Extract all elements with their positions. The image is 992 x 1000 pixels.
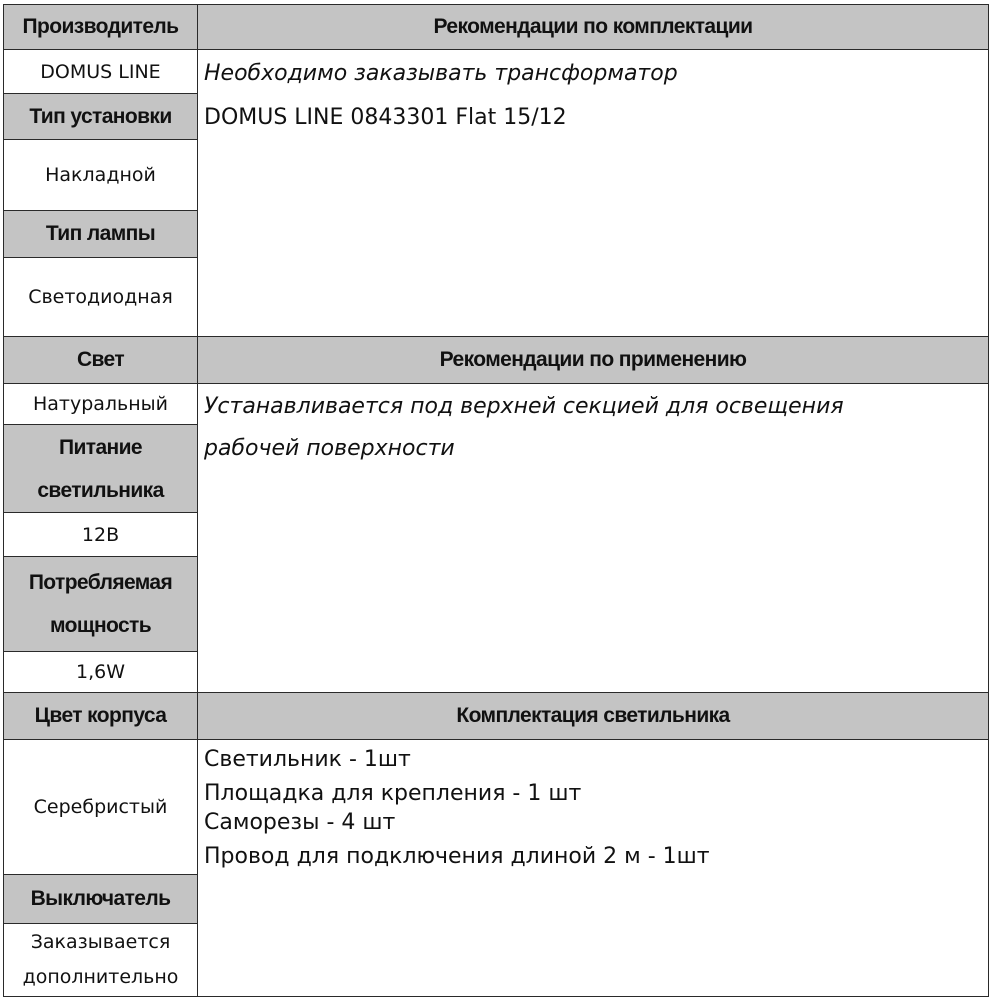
switch-header [3,874,198,924]
light-header-text: Свет [76,348,125,371]
install-type-header [3,93,198,140]
lamp-type-header-text: Тип лампы [45,222,156,245]
install-type-value-text: Накладной [45,164,156,186]
kit-line-2: Площадка для крепления - 1 шт [204,781,582,806]
light-header [3,336,198,384]
light-value-text: Натуральный [32,393,169,415]
consumption-header-line-1: Потребляемая [28,571,173,594]
usage-header-text: Рекомендации по применению [439,348,747,371]
switch-header-text: Выключатель [30,887,171,910]
consumption-value [3,651,198,693]
consumption-header-line-2: мощность [49,614,152,637]
kit-header [197,692,989,740]
kit-line-4: Провод для подключения длиной 2 м - 1шт [204,844,710,869]
manufacturer-header-text: Производитель [22,15,179,38]
manufacturer-value-text: DOMUS LINE [40,60,161,83]
kit-recommend-panel [197,49,989,337]
install-type-header-text: Тип установки [29,104,172,128]
kit-recommend-header [197,4,989,50]
power-supply-header [3,424,198,513]
kit-recommend-line-2: DOMUS LINE 0843301 Flat 15/12 [204,105,567,130]
kit-header-text: Комплектация светильника [456,704,730,727]
lamp-type-value-text: Светодиодная [28,286,173,308]
body-color-value-text: Серебристый [33,796,168,818]
kit-line-1: Светильник - 1шт [204,747,411,772]
lamp-type-header [3,210,198,258]
consumption-header [3,556,198,652]
usage-panel [197,383,989,693]
switch-value [3,923,198,997]
install-type-value [3,139,198,211]
light-value [3,383,198,425]
spec-table [3,4,989,997]
body-color-header-text: Цвет корпуса [34,704,167,727]
lamp-type-value [3,257,198,337]
body-color-header [3,692,198,740]
kit-recommend-header-text: Рекомендации по комплектации [433,15,753,38]
manufacturer-header [3,4,198,50]
kit-line-3: Саморезы - 4 шт [204,810,396,835]
switch-value-line-1: Заказывается [30,931,171,953]
kit-recommend-line-1: Необходимо заказывать трансформатор [204,61,678,86]
usage-line-1: Устанавливается под верхней секцией для освещения [204,394,844,419]
kit-panel [197,739,989,997]
power-supply-value-text: 12В [81,523,120,546]
power-supply-value [3,512,198,557]
usage-header [197,336,989,384]
power-supply-header-line-1: Питание [58,435,143,459]
body-color-value [3,739,198,875]
switch-value-line-2: дополнительно [22,966,179,988]
usage-line-2: рабочей поверхности [204,436,455,461]
consumption-value-text: 1,6W [75,661,125,683]
power-supply-header-line-2: светильника [37,478,164,502]
manufacturer-value [3,49,198,94]
